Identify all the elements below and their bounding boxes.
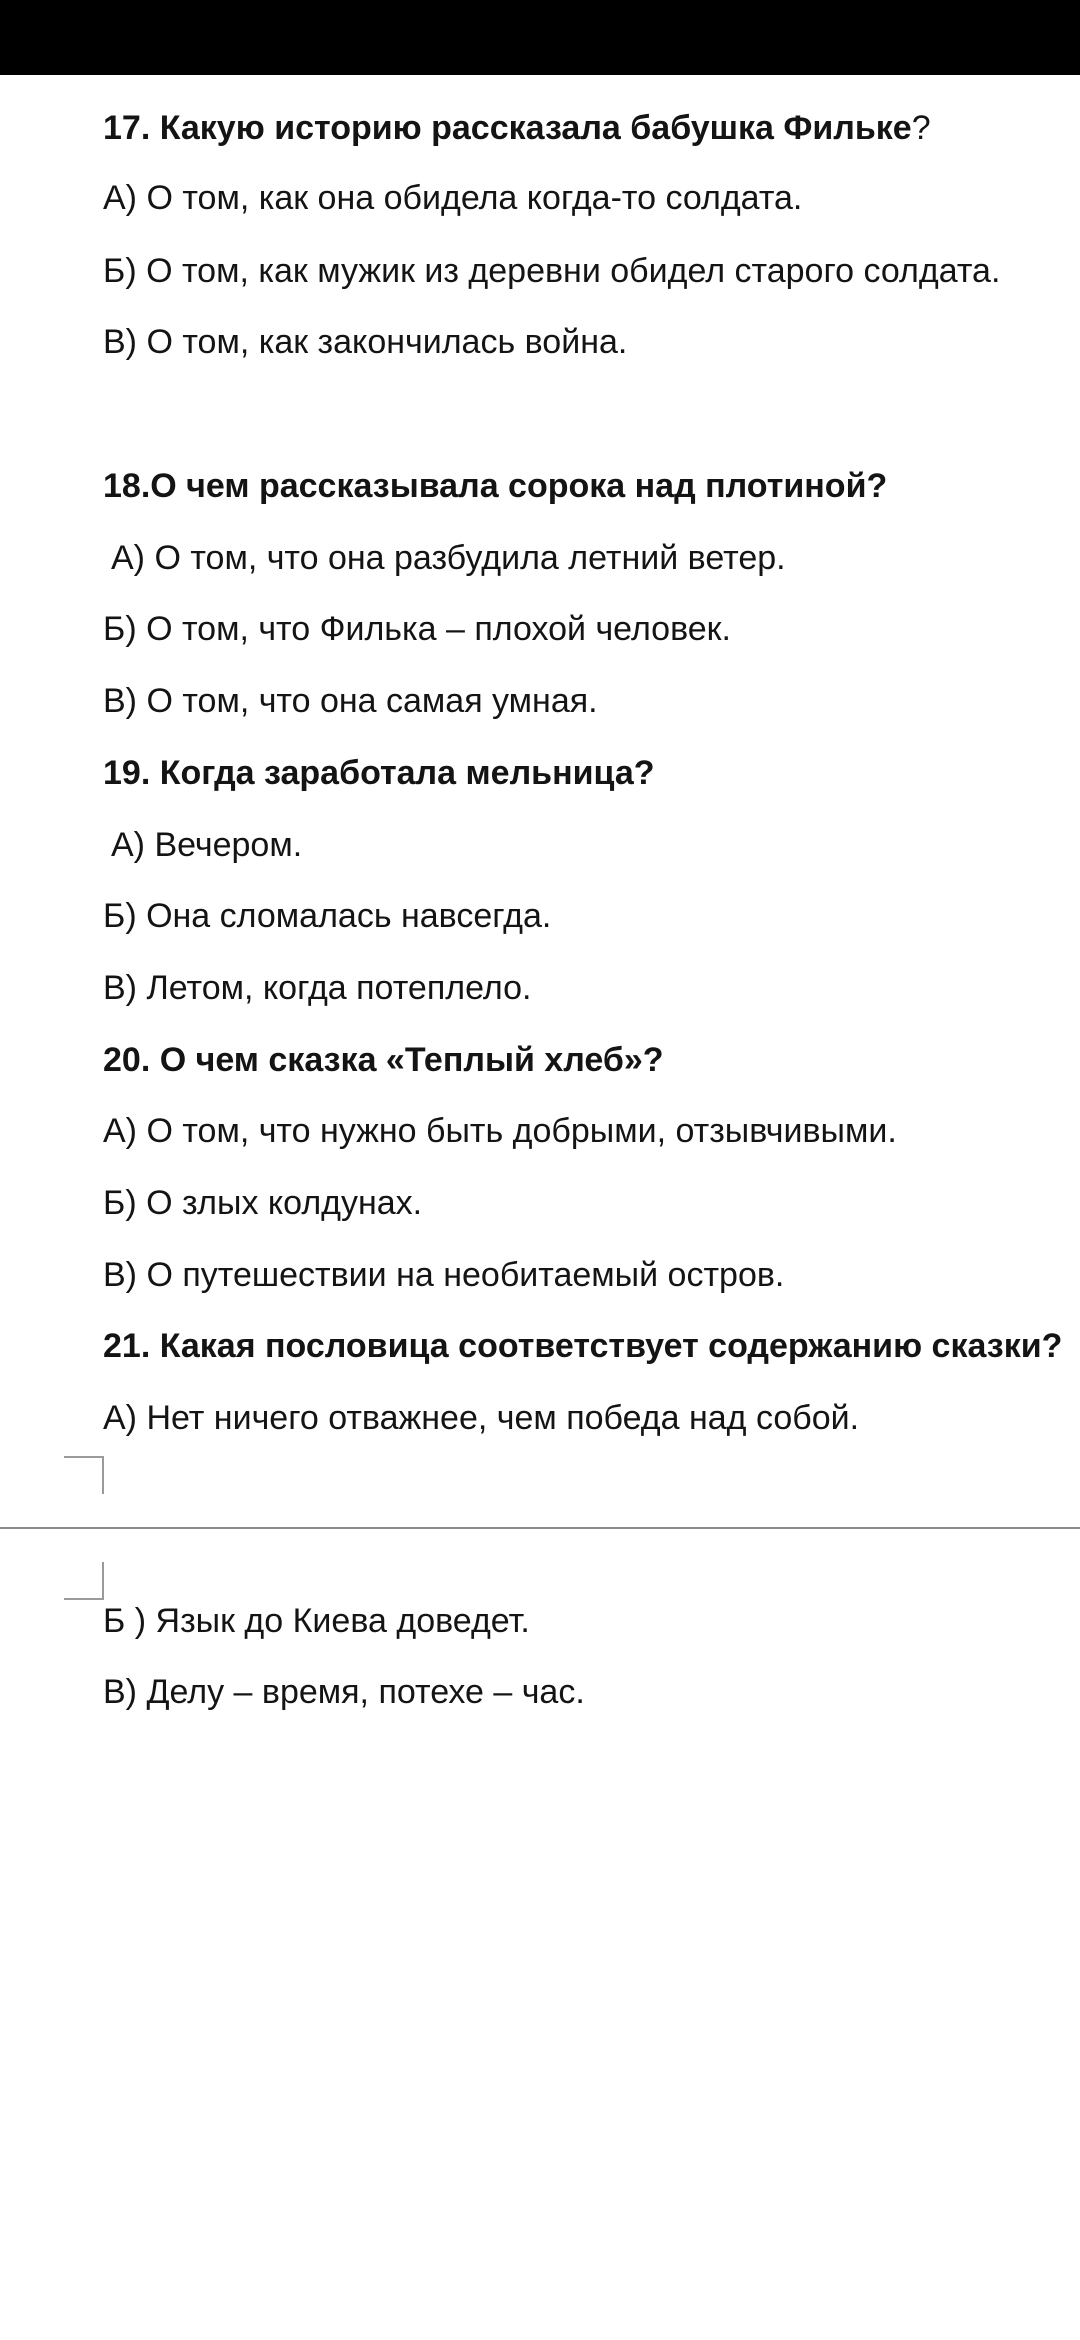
question-19-option-c: В) Летом, когда потеплело. [103,969,532,1007]
question-18-title: 18.О чем рассказывала сорока над плотиной? [103,467,888,505]
question-17-mark: ? [911,109,931,147]
question-21-option-a: А) Нет ничего отважнее, чем победа над собой. [103,1399,860,1437]
question-18-option-c: В) О том, что она самая умная. [103,682,598,720]
question-17-option-c: В) О том, как закончилась война. [103,323,628,361]
page-corner-mark-top [64,1456,104,1494]
question-20-option-b: Б) О злых колдунах. [103,1184,423,1222]
question-21-option-b: Б ) Язык до Киева доведет. [103,1602,530,1640]
question-19-option-b: Б) Она сломалась навсегда. [103,897,552,935]
question-17-title: 17. Какую историю рассказала бабушка Фильке? [103,109,931,147]
question-19-title: 19. Когда заработала мельница? [103,754,655,792]
question-17-option-b: Б) О том, как мужик из деревни обидел старого солдата. [103,252,1001,290]
question-20-option-a: А) О том, что нужно быть добрыми, отзывчивыми. [103,1112,897,1150]
question-20-title: 20. О чем сказка «Теплый хлеб»? [103,1041,664,1079]
question-17-option-a: А) О том, как она обидела когда-то солдата. [103,179,803,217]
page-break-line [0,1527,1080,1529]
top-black-bar [0,0,1080,75]
question-18-option-b: Б) О том, что Филька – плохой человек. [103,610,731,648]
question-19-option-a: А) Вечером. [111,826,303,864]
question-21-option-c: В) Делу – время, потехе – час. [103,1673,585,1711]
question-21-title: 21. Какая пословица соответствует содержанию сказки? [103,1327,1063,1365]
question-20-option-c: В) О путешествии на необитаемый остров. [103,1256,785,1294]
page-corner-mark-bottom [64,1562,104,1600]
question-18-option-a: А) О том, что она разбудила летний ветер. [111,539,786,577]
